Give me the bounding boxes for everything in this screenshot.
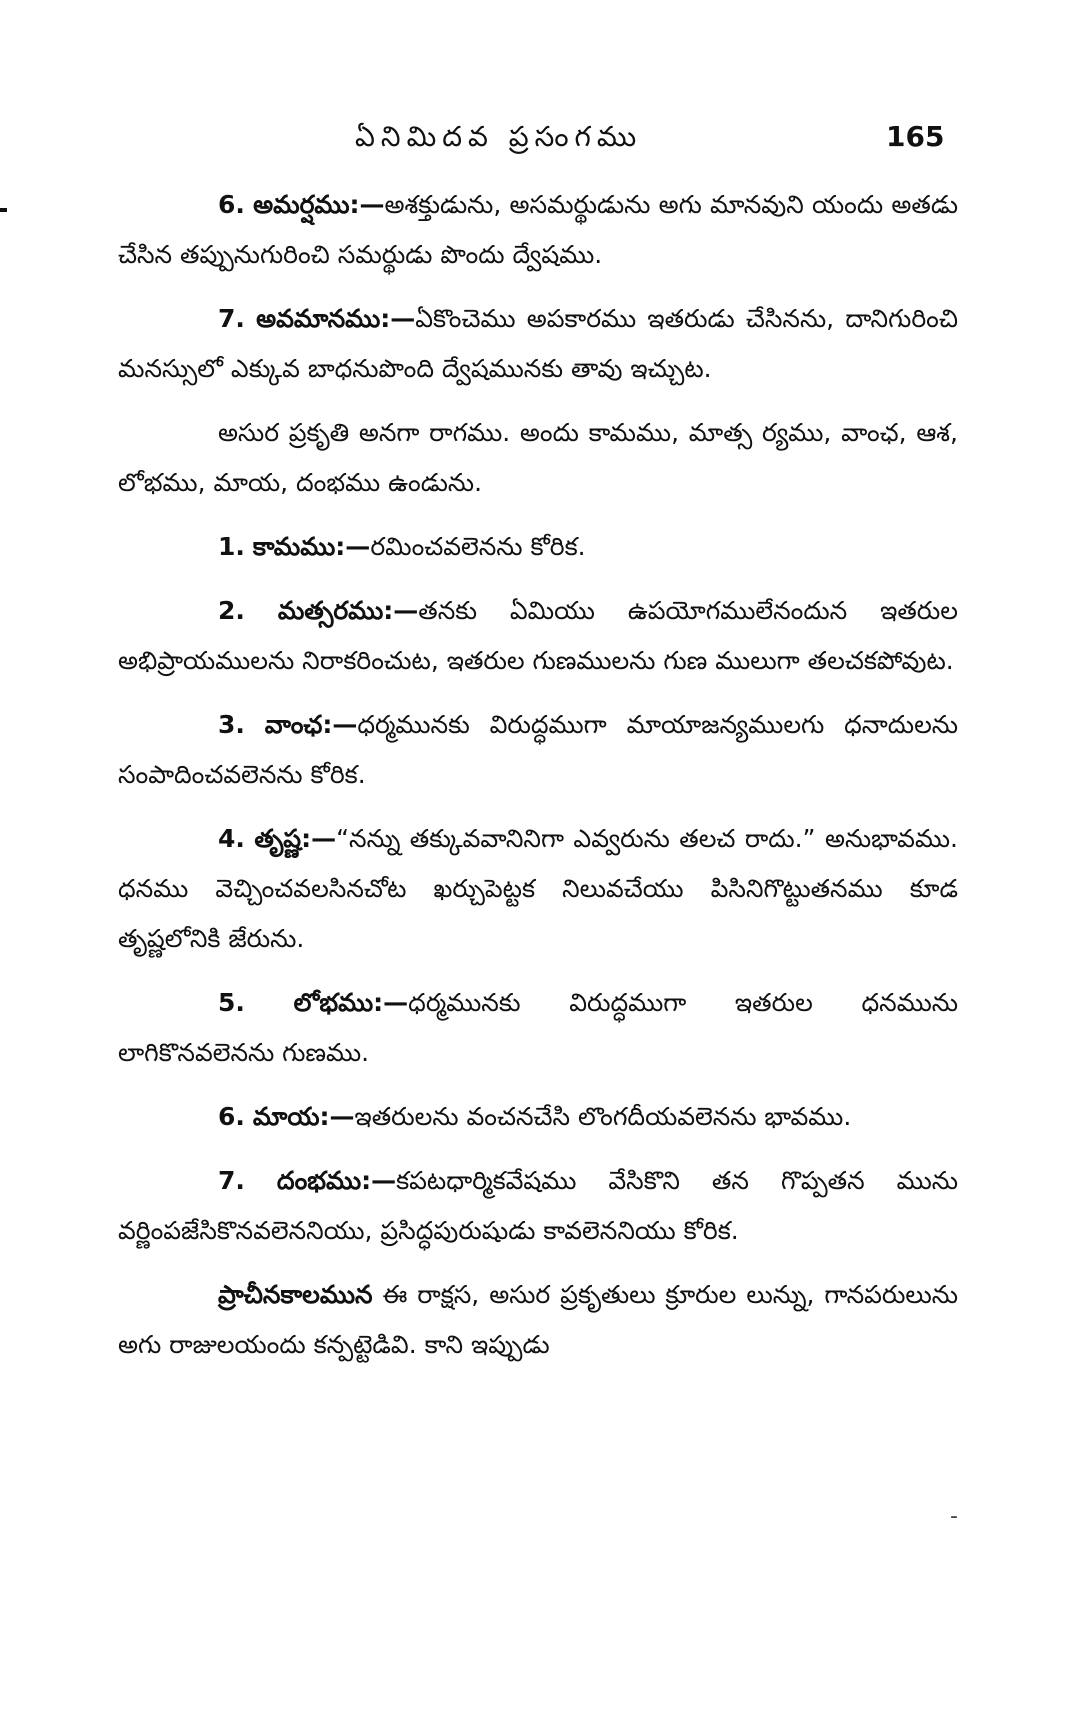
paragraph (118, 814, 958, 964)
paragraph (118, 1270, 958, 1370)
paragraph-text: అసుర ప్రకృతి అనగా రాగము. అందు కామము, మాత్స ర్యము, వాంఛ, ఆశ, లోభము, మాయ, దంభము ఉండును. (118, 418, 958, 497)
paragraph (118, 586, 958, 686)
body-text (118, 180, 958, 1384)
item-number: 6. (218, 1102, 245, 1131)
paragraph (118, 522, 958, 572)
paragraph-text: అశక్తుడును, అసమర్థుడును అగు మానవుని యందు అతడు చేసిన తప్పునుగురించి సమర్థుడు పొందు ద్వేషము. (118, 190, 958, 269)
item-number: 2. (218, 596, 245, 625)
item-number: 3. (218, 710, 245, 739)
item-term: వాంఛ:— (264, 710, 358, 739)
scan-margin-mark (0, 208, 7, 212)
paragraph-text: రమించవలెనను కోరిక. (370, 532, 586, 561)
item-number: 7. (218, 1166, 245, 1195)
item-term: లోభము:— (293, 988, 409, 1017)
paragraph (118, 978, 958, 1078)
trailing-dash: - (950, 1504, 958, 1529)
running-title: ఏనిమిదవ ప్రసంగము (355, 120, 643, 153)
item-number: 4. (218, 824, 245, 853)
item-term: మత్సరము:— (277, 596, 419, 625)
item-term: అమర్షము:— (253, 190, 385, 219)
item-term: అవమానము:— (256, 304, 416, 333)
paragraph (118, 294, 958, 394)
paragraph (118, 1092, 958, 1142)
page-header (0, 120, 1077, 160)
item-term: తృష్ణ:— (254, 824, 337, 853)
item-term: మాయ:— (252, 1102, 355, 1131)
paragraph-text: “నన్ను తక్కువవానినిగా ఎవ్వరును తలచ రాదు.” అనుభావము. ధనము వెచ్చించవలసినచోట ఖర్చుపెట్టక నిలువచేయు పిసినిగొట్టుతనము కూడ తృష్ణలోనికి జేరును. (118, 824, 958, 953)
paragraph-text: తనకు ఏమియు ఉపయోగములేనందున ఇతరుల అభిప్రాయములను నిరాకరించుట, ఇతరుల గుణములను గుణ ములుగా తలచకపోవుట. (118, 596, 958, 675)
paragraph-text: ఏకొంచెము అపకారము ఇతరుడు చేసినను, దానిగురించి మనస్సులో ఎక్కువ బాధనుపొంది ద్వేషమునకు తావు ఇచ్చుట. (118, 304, 958, 383)
paragraph-text: ధర్మమునకు విరుద్ధముగా మాయాజన్యములగు ధనాదులను సంపాదించవలెనను కోరిక. (118, 710, 958, 789)
paragraph-text: ఈ రాక్షస, అసుర ప్రకృతులు క్రూరుల లున్ను, గానపరులును అగు రాజులయందు కన్పట్టెడివి. కాని ఇప్పుడు (118, 1280, 958, 1359)
page-number: 165 (886, 120, 945, 153)
paragraph (118, 1156, 958, 1256)
item-term: దంభము:— (276, 1166, 397, 1195)
paragraph (118, 408, 958, 508)
item-term: ప్రాచీనకాలమున (218, 1280, 373, 1309)
paragraph-text: ఇతరులను వంచనచేసి లొంగదీయవలెనను భావము. (354, 1102, 852, 1131)
item-number: 1. (218, 532, 245, 561)
item-number: 5. (218, 988, 245, 1017)
paragraph (118, 180, 958, 280)
paragraph (118, 700, 958, 800)
item-term: కామము:— (252, 532, 371, 561)
item-number: 7. (218, 304, 245, 333)
item-number: 6. (218, 190, 245, 219)
paragraph-text: కపటధార్మికవేషము వేసికొని తన గొప్పతన మును వర్ణింపజేసికొనవలెననియు, ప్రసిద్ధపురుషుడు కావలెననియు కోరిక. (118, 1166, 958, 1245)
paragraph-text: ధర్మమునకు విరుద్ధముగా ఇతరుల ధనమును లాగికొనవలెనను గుణము. (118, 988, 958, 1067)
